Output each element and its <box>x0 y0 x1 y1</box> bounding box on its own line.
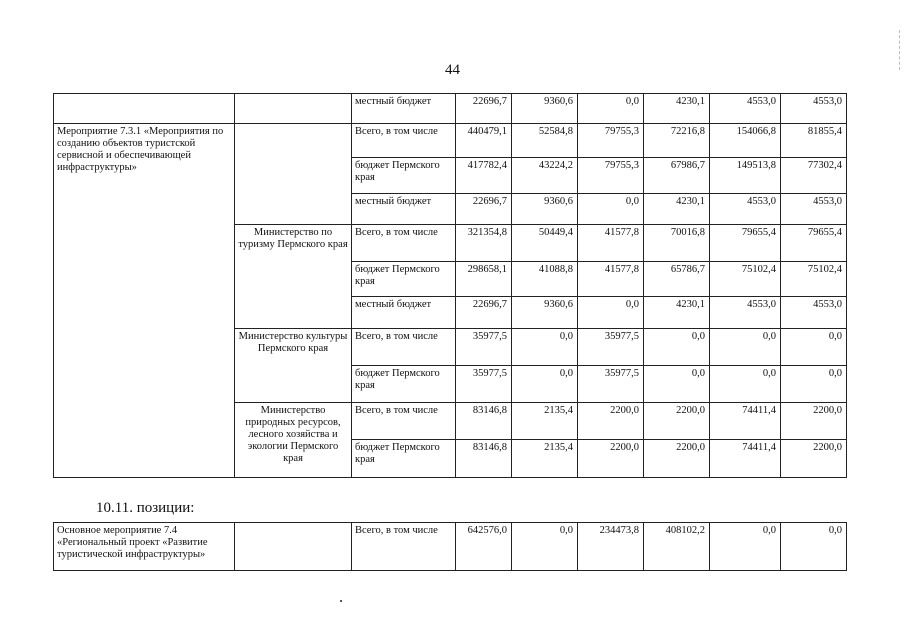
value-cell: 321354,8 <box>456 225 512 262</box>
value-cell: 4553,0 <box>781 194 847 225</box>
value-cell: 0,0 <box>578 194 644 225</box>
value-cell: 35977,5 <box>578 366 644 403</box>
value-cell: 74411,4 <box>710 440 781 478</box>
group-cell: Мероприятие 7.3.1 «Мероприятия по созданию объектов туристской сервисной и обеспечивающей инфраструктуры» <box>54 124 235 478</box>
value-cell: 2200,0 <box>781 440 847 478</box>
value-cell: 83146,8 <box>456 440 512 478</box>
value-cell: 79755,3 <box>578 124 644 158</box>
value-cell: 75102,4 <box>781 262 847 297</box>
value-cell: 2200,0 <box>578 403 644 440</box>
value-cell: 83146,8 <box>456 403 512 440</box>
value-cell: 72216,8 <box>644 124 710 158</box>
value-cell: 9360,6 <box>512 297 578 329</box>
value-cell: 81855,4 <box>781 124 847 158</box>
value-cell: 2200,0 <box>578 440 644 478</box>
value-cell: 408102,2 <box>644 523 710 571</box>
value-cell: 65786,7 <box>644 262 710 297</box>
value-cell: 149513,8 <box>710 158 781 194</box>
source-cell: местный бюджет <box>352 297 456 329</box>
group-cell: Основное мероприятие 7.4 «Региональный проект «Развитие туристической инфраструктуры» <box>54 523 235 571</box>
table-row <box>54 523 847 571</box>
value-cell: 22696,7 <box>456 94 512 124</box>
value-cell: 0,0 <box>781 523 847 571</box>
value-cell: 77302,4 <box>781 158 847 194</box>
value-cell: 35977,5 <box>456 329 512 366</box>
value-cell: 0,0 <box>781 366 847 403</box>
source-cell: бюджет Пермского края <box>352 366 456 403</box>
source-cell: Всего, в том числе <box>352 523 456 571</box>
source-cell: Всего, в том числе <box>352 403 456 440</box>
value-cell: 74411,4 <box>710 403 781 440</box>
table-row <box>54 94 847 124</box>
value-cell: 52584,8 <box>512 124 578 158</box>
value-cell: 0,0 <box>644 329 710 366</box>
value-cell: 9360,6 <box>512 194 578 225</box>
value-cell: 41577,8 <box>578 262 644 297</box>
source-cell: бюджет Пермского края <box>352 440 456 478</box>
budget-table-second <box>53 522 847 571</box>
value-cell: 4553,0 <box>781 297 847 329</box>
source-cell: бюджет Пермского края <box>352 158 456 194</box>
value-cell: 0,0 <box>710 366 781 403</box>
value-cell: 2200,0 <box>644 403 710 440</box>
value-cell: 0,0 <box>512 329 578 366</box>
value-cell: 4553,0 <box>781 94 847 124</box>
value-cell: 2200,0 <box>781 403 847 440</box>
value-cell: 41577,8 <box>578 225 644 262</box>
value-cell: 0,0 <box>578 94 644 124</box>
value-cell: 75102,4 <box>710 262 781 297</box>
value-cell: 0,0 <box>710 523 781 571</box>
value-cell: 642576,0 <box>456 523 512 571</box>
value-cell: 41088,8 <box>512 262 578 297</box>
source-cell: Всего, в том числе <box>352 329 456 366</box>
section-heading: 10.11. позиции: <box>96 500 195 516</box>
value-cell: 35977,5 <box>578 329 644 366</box>
value-cell: 4230,1 <box>644 94 710 124</box>
source-cell: местный бюджет <box>352 94 456 124</box>
value-cell: 22696,7 <box>456 297 512 329</box>
group-cell <box>54 94 235 124</box>
value-cell: 0,0 <box>710 329 781 366</box>
source-cell: местный бюджет <box>352 194 456 225</box>
value-cell: 2135,4 <box>512 403 578 440</box>
value-cell: 417782,4 <box>456 158 512 194</box>
table-row <box>54 124 847 158</box>
value-cell: 0,0 <box>781 329 847 366</box>
value-cell: 43224,2 <box>512 158 578 194</box>
source-cell: Всего, в том числе <box>352 124 456 158</box>
value-cell: 2200,0 <box>644 440 710 478</box>
agency-cell <box>235 124 352 225</box>
value-cell: 154066,8 <box>710 124 781 158</box>
value-cell: 79655,4 <box>781 225 847 262</box>
agency-cell <box>235 523 352 571</box>
value-cell: 298658,1 <box>456 262 512 297</box>
value-cell: 0,0 <box>512 366 578 403</box>
value-cell: 79755,3 <box>578 158 644 194</box>
agency-cell: Министерство по туризму Пермского края <box>235 225 352 329</box>
value-cell: 67986,7 <box>644 158 710 194</box>
value-cell: 50449,4 <box>512 225 578 262</box>
value-cell: 4230,1 <box>644 297 710 329</box>
value-cell: 35977,5 <box>456 366 512 403</box>
value-cell: 9360,6 <box>512 94 578 124</box>
source-cell: бюджет Пермского края <box>352 262 456 297</box>
value-cell: 440479,1 <box>456 124 512 158</box>
value-cell: 70016,8 <box>644 225 710 262</box>
value-cell: 4553,0 <box>710 297 781 329</box>
value-cell: 79655,4 <box>710 225 781 262</box>
scan-edge-mark <box>899 30 901 70</box>
value-cell: 2135,4 <box>512 440 578 478</box>
agency-cell: Министерство природных ресурсов, лесного хозяйства и экологии Пермского края <box>235 403 352 478</box>
scan-dot-mark <box>340 600 342 602</box>
value-cell: 0,0 <box>578 297 644 329</box>
value-cell: 0,0 <box>512 523 578 571</box>
value-cell: 0,0 <box>644 366 710 403</box>
value-cell: 4553,0 <box>710 94 781 124</box>
budget-table <box>53 93 847 478</box>
agency-cell: Министерство культуры Пермского края <box>235 329 352 403</box>
source-cell: Всего, в том числе <box>352 225 456 262</box>
value-cell: 234473,8 <box>578 523 644 571</box>
value-cell: 4553,0 <box>710 194 781 225</box>
value-cell: 4230,1 <box>644 194 710 225</box>
agency-cell <box>235 94 352 124</box>
page-number: 44 <box>445 62 460 78</box>
value-cell: 22696,7 <box>456 194 512 225</box>
